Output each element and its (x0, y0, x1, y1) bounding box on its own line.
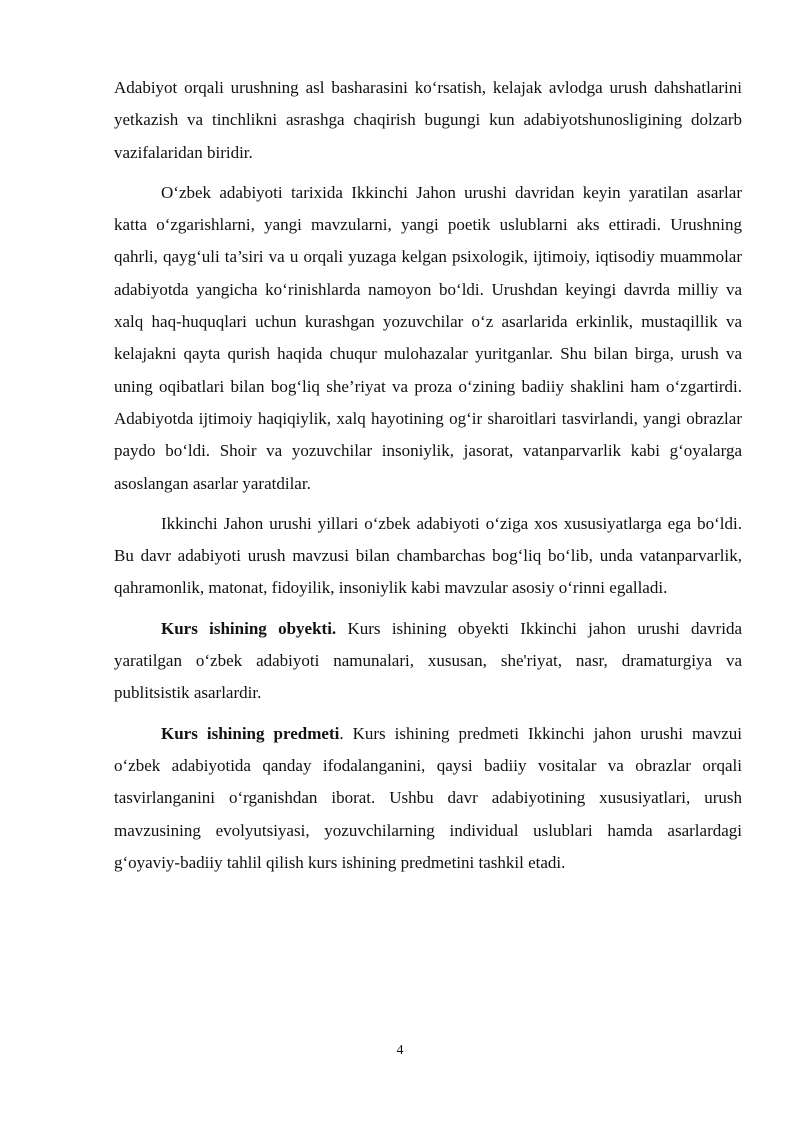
paragraph-text: O‘zbek adabiyoti tarixida Ikkinchi Jahon urushi davridan keyin yaratilan asarlar katta o‘zgarishlarni, yangi mavzularni, yangi poetik uslublarni aks ettiradi. Urushning qahrli, qayg‘uli ta’siri va u orqali yuzaga kelgan psixologik, ijtimoiy, iqtisodiy muammolar adabiyotda yangicha ko‘rinishlarda namoyon bo‘ldi. Urushdan keyingi davrda milliy va xalq haq-huquqlari uchun kurashgan yozuvchilar o‘z asarlarida erkinlik, mustaqillik va kelajakni qayta qurish haqida chuqur mulohazalar yuritganlar. Shu bilan birga, urush va uning oqibatlari bilan bog‘liq she’riyat va proza o‘zining badiiy shaklini ham o‘zgartirdi. Adabiyotda ijtimoiy haqiqiylik, xalq hayotining og‘ir sharoitlari tasvirlandi, yangi obrazlar paydo bo‘ldi. Shoir va yozuvchilar insoniylik, jasorat, vatanparvarlik kabi g‘oyalarga asoslangan asarlar yaratdilar. (114, 182, 742, 493)
paragraph-text: . Kurs ishining predmeti Ikkinchi jahon urushi mavzui o‘zbek adabiyotida qanday ifodalanganini, qaysi badiiy vositalar va obrazlar orqali tasvirlanganini o‘rganishdan iborat. Ushbu davr adabiyotining xususiyatlari, urush mavzusining evolyutsiyasi, yozuvchilarning individual uslublari hamda asarlardagi g‘oyaviy-badiiy tahlil qilish kurs ishining predmetini tashkil etadi. (114, 723, 742, 872)
paragraph-heading: Kurs ishining obyekti. (161, 618, 337, 638)
paragraph-post-war-literature (114, 177, 742, 500)
paragraph-intro (114, 72, 742, 169)
page-number: 4 (396, 1043, 404, 1058)
paragraph-text: Ikkinchi Jahon urushi yillari o‘zbek adabiyoti o‘ziga xos xususiyatlarga ega bo‘ldi. Bu davr adabiyoti urush mavzusi bilan chambarchas bog‘liq bo‘lib, unda vatanparvarlik, qahramonlik, matonat, fidoyilik, insoniylik kabi mavzular asosiy o‘rinni egalladi. (114, 513, 742, 598)
paragraph-heading: Kurs ishining predmeti (161, 723, 340, 743)
paragraph-course-subject (114, 718, 742, 879)
paragraph-course-object (114, 613, 742, 710)
paragraph-text: Adabiyot orqali urushning asl basharasini ko‘rsatish, kelajak avlodga urush dahshatlarini yetkazish va tinchlikni asrashga chaqirish bugungi kun adabiyotshunosligining dolzarb vazifalaridan biridir. (114, 78, 742, 162)
paragraph-text: Kurs ishining obyekti Ikkinchi jahon urushi davrida yaratilgan o‘zbek adabiyoti namunalari, xususan, she'riyat, nasr, dramaturgiya va publitsistik asarlardir. (114, 618, 743, 703)
paragraph-war-years (114, 508, 742, 605)
page-body (114, 72, 742, 887)
